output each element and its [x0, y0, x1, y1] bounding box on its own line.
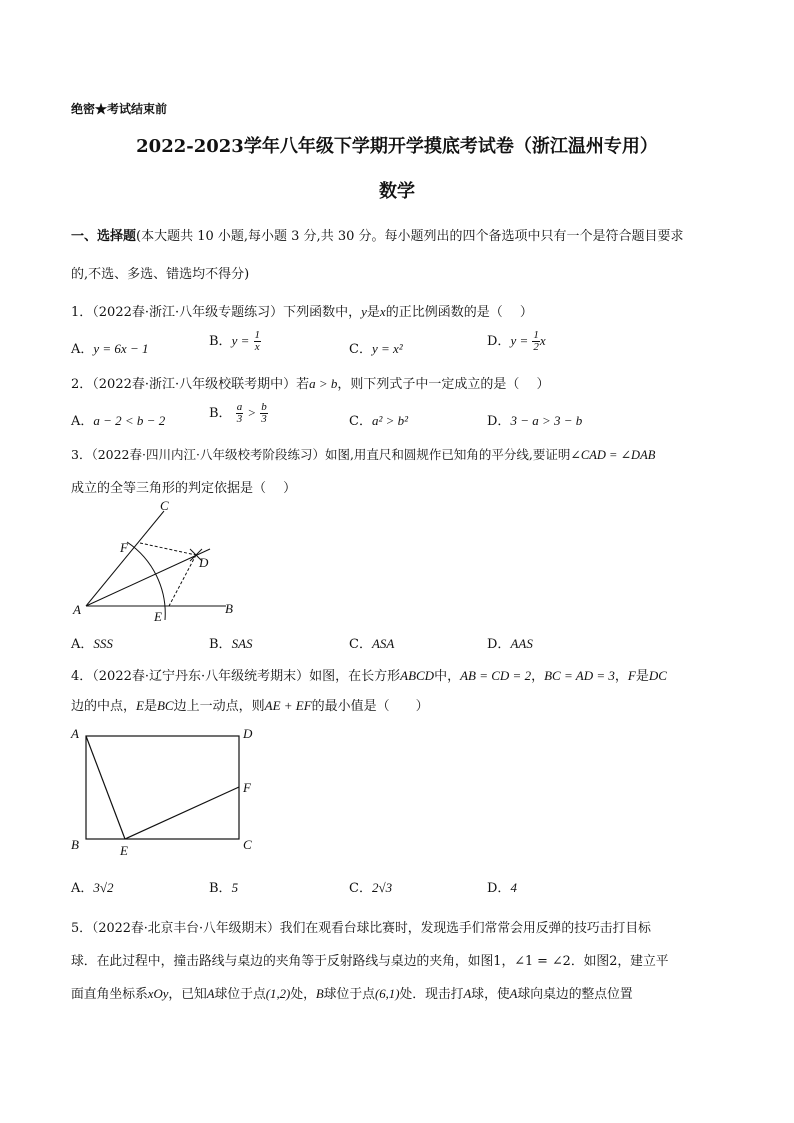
q3-stem-cont: 成立的全等三角形的判定依据是（ ）	[71, 481, 297, 496]
option-value: y = 6x − 1	[93, 341, 149, 356]
option-value-tail: x	[539, 333, 546, 348]
label-e: E	[120, 843, 128, 858]
exam-title: 2022-2023学年八年级下学期开学摸底考试卷（浙江温州专用）	[136, 136, 658, 157]
q5-text: 球位于点	[323, 987, 375, 1002]
q4-stem-text5: 是	[143, 699, 157, 714]
q1-option-a	[71, 338, 148, 357]
q5-point-b: (6,1)	[374, 987, 400, 1001]
section-desc-cont: 的,不选、多选、错选均不得分)	[71, 267, 250, 282]
option-value: y =	[510, 333, 529, 348]
option-value: 5	[231, 880, 239, 895]
q1-option-d	[487, 330, 546, 353]
label-f: F	[120, 540, 128, 555]
fraction	[532, 330, 540, 353]
q2-stem-text: 2．（2022春·浙江·八年级校联考期中）若	[71, 377, 310, 392]
label-a: A	[73, 602, 81, 617]
fraction	[254, 330, 262, 353]
q3-option-c	[349, 633, 394, 652]
q4-option-d	[487, 877, 517, 896]
option-label: C．	[349, 881, 372, 896]
q3-option-d	[487, 633, 533, 652]
q4-eq2: BC = AD = 3	[544, 668, 615, 683]
section-desc: (本大题共 10 小题,每小题 3 分,共 30 分。每小题列出的四个备选项中只有一个是符合题目要求	[136, 229, 684, 244]
numerator: a	[236, 401, 243, 413]
denominator: 3	[261, 413, 267, 425]
q2-option-c	[349, 410, 408, 429]
q4-option-a	[71, 877, 114, 896]
q4-stem-text2: 中，	[434, 669, 461, 684]
q4-sep: ，	[531, 669, 545, 684]
option-label: C．	[349, 342, 372, 357]
q5-text: 球向桌边的整点位置	[517, 987, 633, 1002]
q4-stem-text6: 边上一动点，则	[173, 699, 265, 714]
option-value: ASA	[371, 636, 395, 651]
rectangle-abcd	[86, 736, 239, 839]
q1-option-c	[349, 338, 403, 357]
label-f: F	[243, 780, 251, 795]
q1-option-b	[209, 330, 261, 353]
section-label: 一、选择题	[71, 229, 137, 244]
option-value: a² > b²	[371, 413, 409, 428]
numerator: 1	[533, 329, 539, 341]
q4-point-e: E	[136, 698, 144, 713]
option-label: A．	[71, 414, 94, 429]
q4-stem-text: 4．（2022春·辽宁丹东·八年级统考期末）如图，在长方形	[71, 669, 401, 684]
q2-option-d	[487, 410, 582, 429]
q4-option-b	[209, 877, 238, 896]
segment-fd	[140, 543, 196, 555]
q5-ball-a: A	[509, 987, 518, 1001]
fraction	[260, 402, 268, 425]
label-e: E	[154, 609, 162, 624]
ray-ad	[86, 549, 210, 606]
option-label: B．	[209, 334, 232, 349]
option-value: 2√3	[371, 880, 393, 895]
numerator: 1	[254, 329, 260, 341]
label-c: C	[243, 837, 252, 852]
option-label: B．	[209, 881, 232, 896]
q4-stem-text7: 的最小值是（ ）	[311, 699, 429, 714]
q1-var-y: y	[361, 304, 367, 319]
q5-line-3	[71, 983, 633, 1002]
q2-stem	[71, 373, 550, 392]
q1-var-x: x	[379, 304, 386, 319]
q1-stem	[71, 301, 533, 320]
q3-option-b	[209, 633, 253, 652]
q5-ball-a: A	[206, 987, 215, 1001]
denominator: 3	[236, 413, 243, 425]
option-label: B．	[209, 406, 232, 421]
option-label: D．	[487, 334, 511, 349]
option-label: A．	[71, 342, 94, 357]
option-value: y = x²	[371, 341, 403, 356]
label-d: D	[199, 555, 209, 570]
q4-stem-cont	[71, 695, 429, 714]
option-label: D．	[487, 414, 511, 429]
q4-side-bc: BC	[156, 698, 174, 713]
label-c: C	[160, 498, 169, 513]
q3-stem-text: 3．（2022春·四川内江·八年级校考阶段练习）如图,用直尺和圆规作已知角的平分线,要证明	[71, 447, 571, 462]
q2-option-b	[209, 402, 268, 425]
option-value: 4	[510, 880, 517, 895]
option-value: SSS	[93, 636, 113, 651]
q5-ball-a: A	[463, 987, 472, 1001]
segment-de	[169, 555, 196, 606]
label-b: B	[225, 601, 233, 616]
q4-figure	[65, 722, 265, 862]
q3-figure	[65, 497, 255, 627]
denominator: 2	[533, 341, 539, 353]
option-value: a − 2 < b − 2	[93, 413, 166, 428]
q4-eq1: AB = CD = 2	[460, 668, 532, 683]
q5-coord-system: xOy	[147, 987, 169, 1001]
q5-text: 球位于点	[214, 987, 266, 1002]
option-value: 3√2	[93, 880, 114, 895]
q5-text: 球，使	[471, 987, 510, 1002]
q2-condition: a > b	[309, 376, 338, 391]
subject-title: 数学	[379, 181, 415, 202]
option-label: C．	[349, 637, 372, 652]
option-label: C．	[349, 414, 372, 429]
option-label: D．	[487, 881, 511, 896]
q4-expression: AE + EF	[264, 698, 312, 713]
q4-sep2: ，	[614, 669, 628, 684]
fraction	[236, 402, 244, 425]
q2-option-a	[71, 410, 165, 429]
q4-stem-text3: 是	[635, 669, 649, 684]
section-heading	[71, 225, 684, 244]
confidential-mark: 绝密★考试结束前	[71, 102, 168, 116]
q5-text: 面直角坐标系	[71, 987, 148, 1002]
q5-text: 处，	[290, 987, 316, 1002]
numerator: b	[261, 401, 267, 413]
q5-ball-b: B	[315, 987, 324, 1001]
option-value: 3 − a > 3 − b	[510, 413, 583, 428]
q3-stem	[71, 445, 655, 463]
q5-text: 处．现击打	[399, 987, 464, 1002]
q4-stem	[71, 665, 667, 684]
segment-ef	[125, 787, 239, 839]
q4-option-c	[349, 877, 392, 896]
label-b: B	[71, 837, 79, 852]
q2-stem-text2: ，则下列式子中一定成立的是（ ）	[337, 377, 550, 392]
option-label: A．	[71, 637, 94, 652]
q3-angle-equation: ∠CAD = ∠DAB	[570, 448, 656, 462]
q4-rect-name: ABCD	[400, 668, 435, 683]
q4-point-f: F	[627, 668, 636, 683]
label-a: A	[71, 726, 79, 741]
option-label: B．	[209, 637, 232, 652]
q5-line-2: 球．在此过程中，撞击路线与桌边的夹角等于反射路线与桌边的夹角，如图1，∠1 = ∠2．如图2，建立平	[71, 954, 669, 969]
denominator: x	[254, 341, 260, 353]
q1-stem-text2: 是	[366, 305, 380, 320]
operator: >	[247, 405, 257, 420]
q5-text: ，已知	[168, 987, 207, 1002]
q4-side-dc: DC	[648, 668, 667, 683]
option-value: y =	[231, 333, 250, 348]
q4-stem-text4: 边的中点，	[71, 699, 137, 714]
q1-stem-text3: 的正比例函数的是（ ）	[385, 305, 533, 320]
ray-ac	[86, 511, 164, 606]
q5-point-a: (1,2)	[265, 987, 291, 1001]
segment-ae	[86, 736, 125, 839]
option-value: AAS	[510, 636, 533, 651]
q5-line-1: 5．（2022春·北京丰台·八年级期末）我们在观看台球比赛时，发现选手们常常会用反弹的技巧击打目标	[71, 921, 651, 936]
option-label: A．	[71, 881, 94, 896]
q1-stem-text: 1．（2022春·浙江·八年级专题练习）下列函数中，	[71, 305, 362, 320]
label-d: D	[243, 726, 253, 741]
option-value: SAS	[231, 636, 253, 651]
option-label: D．	[487, 637, 511, 652]
q3-option-a	[71, 633, 113, 652]
